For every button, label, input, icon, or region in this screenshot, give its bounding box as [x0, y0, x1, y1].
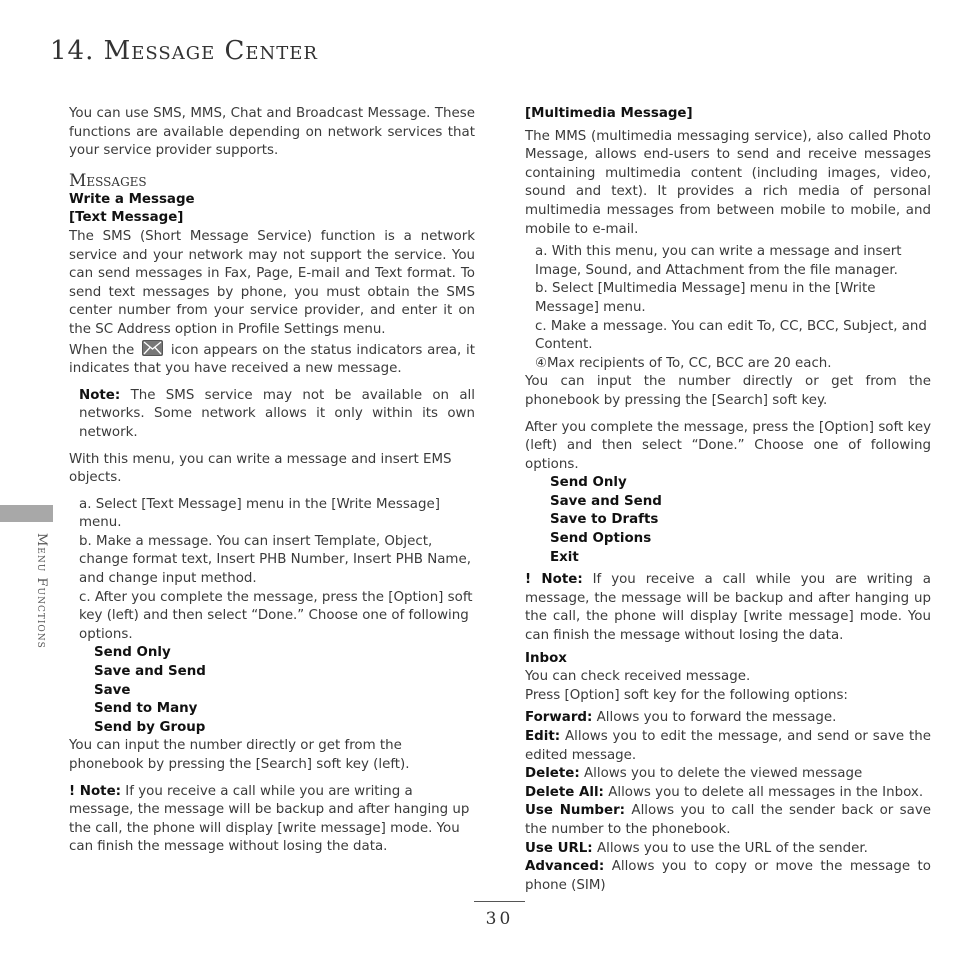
option-label: Delete: [525, 766, 580, 782]
option-label: Advanced: [525, 859, 605, 875]
option-item: Save to Drafts [550, 512, 659, 528]
sms-description: The SMS (Short Message Service) function is a network service and your network may not support the service. You can send messages in Fax, Page, E-mail and Text format. To send text messages by phone, you must obtain the SMS center number from your service provider, and enter it on the SC Address option in Profile Settings menu. [69, 228, 475, 337]
note2-text: If you receive a call while you are writing a message, the message will be backup and after hanging up the call, the phone will display [write message] mode. You can finish the message without losing the data. [69, 783, 470, 855]
option-description: Allows you to delete all messages in the Inbox. [608, 784, 924, 800]
mms-phonebook-paragraph: You can input the number directly or get from the phonebook by pressing the [Search] soft key. [525, 374, 931, 408]
option-description: Allows you to call the sender back or save the number to the phonebook. [525, 803, 931, 837]
page-number: 30 [485, 909, 514, 929]
inbox-option-list [525, 709, 931, 895]
inbox-option-forward [525, 709, 931, 728]
step-a: a. Select [Text Message] menu in the [Write Message] menu. [79, 496, 440, 531]
note-paragraph [69, 387, 475, 443]
option-item: Save and Send [94, 664, 206, 680]
option-item: Send by Group [94, 719, 206, 735]
inbox-option-use-number [525, 802, 931, 839]
option-label: Edit: [525, 729, 561, 744]
mms-note-text: If you receive a call while you are writing a message, the message will be backup and after hanging up the call, the phone will display [write message] mode. You can finish the message without losing the data. [525, 572, 931, 644]
mms-done-paragraph: After you complete the message, press the [Option] soft key (left) and then select “Done.” Choose one of following options. [525, 419, 931, 472]
option-item: Save and Send [550, 493, 662, 509]
mms-step-a: a. With this menu, you can write a message and insert Image, Sound, and Attachment from the file manager. [535, 244, 902, 278]
option-item: Send Only [550, 475, 627, 491]
option-description: Allows you to forward the message. [596, 710, 837, 726]
max-recipients-note: ④Max recipients of To, CC, BCC are 20 each. [535, 355, 832, 371]
option-item: Send Options [550, 531, 652, 547]
option-item: Send Only [94, 645, 171, 661]
option-description: Allows you to copy or move the message to phone (SIM) [525, 859, 931, 893]
mms-step-b: b. Select [Multimedia Message] menu in the [Write Message] menu. [535, 281, 876, 315]
inbox-line-1: You can check received message. [525, 669, 751, 685]
inbox-option-delete-all [525, 784, 931, 803]
side-section-label: Menu Functions [34, 533, 49, 649]
inbox-option-advanced [525, 858, 931, 895]
option-description: Allows you to use the URL of the sender. [596, 840, 868, 856]
subheading-multimedia-message: [Multimedia Message] [525, 106, 693, 121]
note2-paragraph [69, 783, 475, 857]
mms-description: The MMS (multimedia messaging service), also called Photo Message, allows end-users to send and receive messages containing multimedia content (including images, video, sound and text). It provides a rich media of personal multimedia messages from between mobile to mobile, and mobile to e-mail. [525, 128, 931, 237]
inbox-option-edit [525, 728, 931, 765]
inbox-option-delete [525, 765, 931, 784]
intro-paragraph: You can use SMS, MMS, Chat and Broadcast Message. These functions are available depending on network services that your service provider supports. [69, 106, 475, 159]
option-label: Use URL: [525, 840, 593, 856]
option-description: Allows you to edit the message, and send or save the edited message. [525, 729, 931, 763]
note-text: The SMS service may not be available on all networks. Some network allows it only within its own network. [79, 387, 475, 440]
inbox-line-2: Press [Option] soft key for the following options: [525, 687, 848, 703]
step-b: b. Make a message. You can insert Template, Object, change format text, Insert PHB Number, Insert PHB Name, and change input method. [79, 533, 471, 587]
note2-label: ! Note: [69, 783, 122, 799]
page-title: 14. Message Center [50, 36, 318, 66]
left-column [69, 105, 475, 857]
footer-divider [474, 901, 525, 902]
option-item: Send to Many [94, 701, 198, 717]
subheading-inbox: Inbox [525, 650, 567, 666]
phonebook-paragraph: You can input the number directly or get from the phonebook by pressing the [Search] soft key (left). [69, 738, 410, 772]
option-item: Exit [550, 549, 579, 565]
option-description: Allows you to delete the viewed message [583, 766, 863, 782]
option-label: Use Number: [525, 803, 626, 819]
right-column [525, 105, 931, 895]
text-message-options [69, 644, 475, 737]
note-label: Note: [79, 387, 121, 403]
inbox-option-use-url [525, 840, 931, 859]
new-message-text-before: When the [69, 342, 135, 358]
subheading-write-message: Write a Message [69, 191, 195, 207]
envelope-icon [142, 340, 163, 356]
option-label: Delete All: [525, 784, 604, 800]
new-message-text-after: icon appears on the status indicators area, it indicates that you have received a new message. [69, 342, 476, 377]
option-item: Save [94, 682, 131, 698]
step-c: c. After you complete the message, press the [Option] soft key (left) and then select “Done.” Choose one of following options. [79, 589, 473, 642]
option-label: Forward: [525, 710, 593, 726]
mms-step-c: c. Make a message. You can edit To, CC, BCC, Subject, and Content. [535, 318, 927, 353]
mms-note-label: ! Note: [525, 572, 583, 588]
mms-options [525, 474, 931, 567]
side-tab-marker [0, 505, 53, 522]
ems-paragraph: With this menu, you can write a message and insert EMS objects. [69, 451, 452, 486]
subheading-text-message: [Text Message] [69, 210, 184, 226]
mms-note-paragraph [525, 571, 931, 645]
section-heading-messages: Messages [69, 170, 147, 191]
new-message-paragraph [69, 340, 475, 379]
